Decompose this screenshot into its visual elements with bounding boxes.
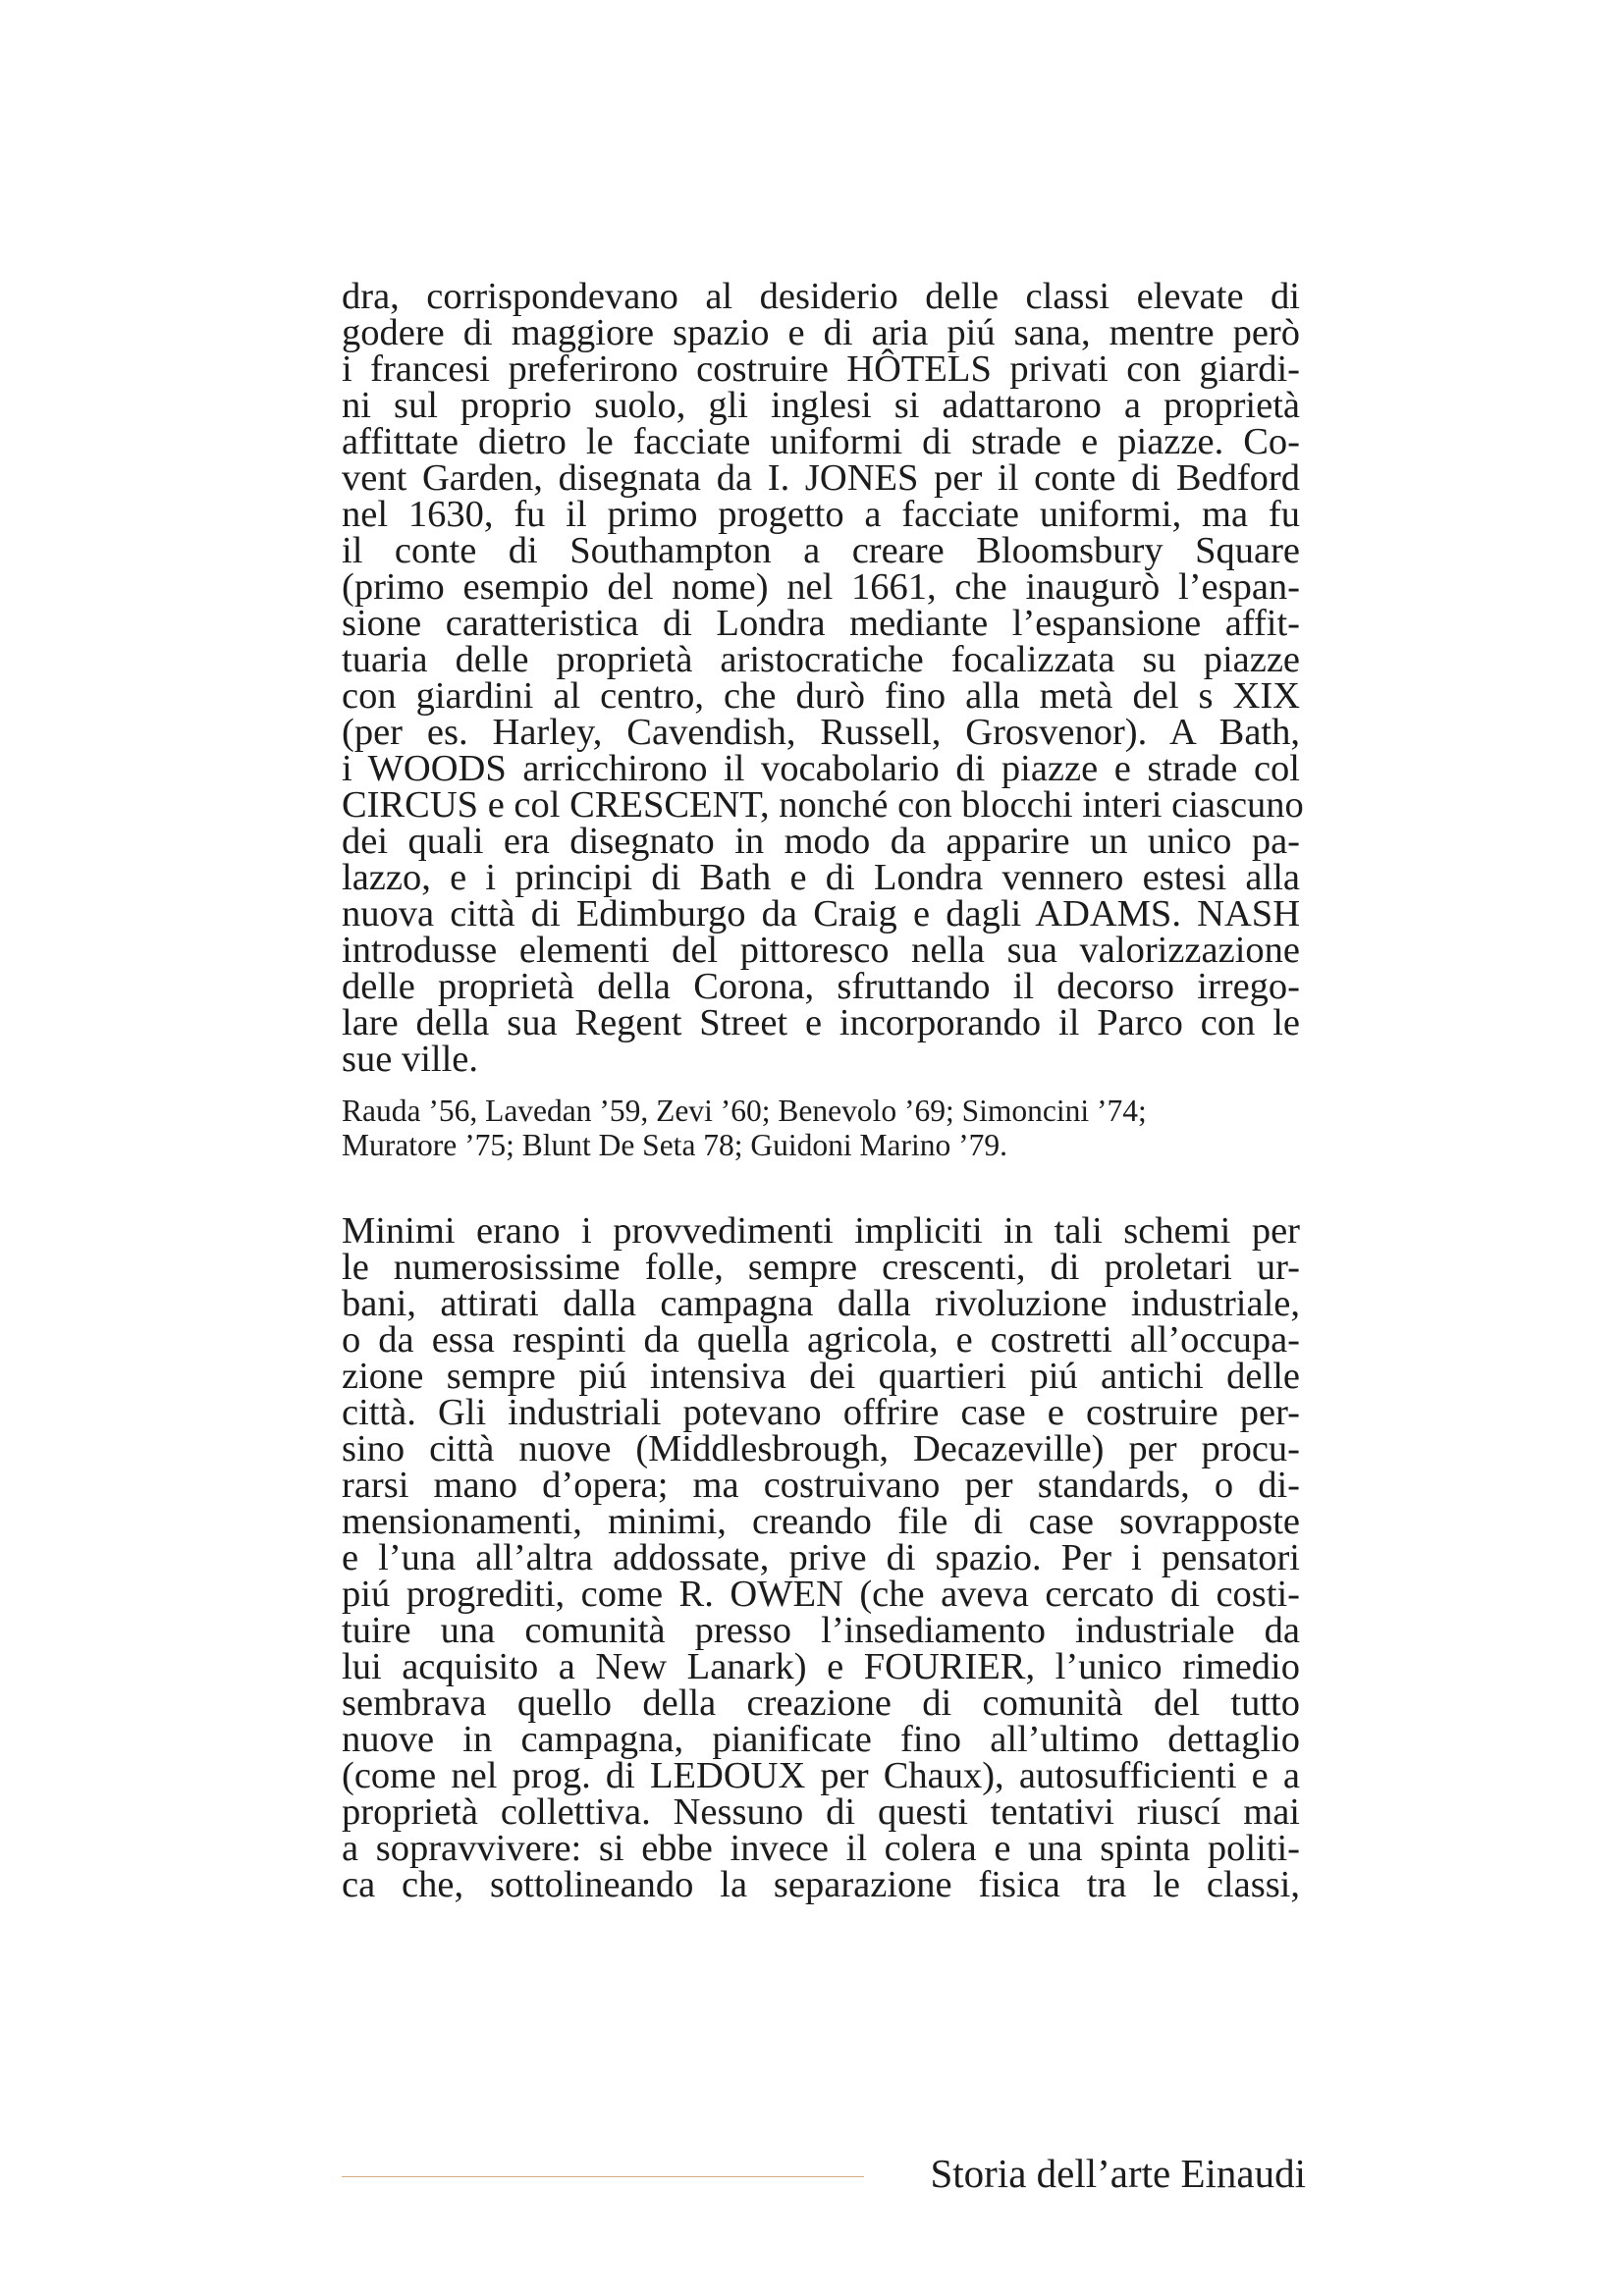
text-line: mensionamenti, minimi, creando file di case sovrapposte xyxy=(342,1501,1300,1542)
text-line: proprietà collettiva. Nessuno di questi tentativi riuscí mai xyxy=(342,1791,1300,1833)
text-line: i francesi preferirono costruire HÔTELS privati con giardi- xyxy=(342,348,1300,390)
text-line: ca che, sottolineando la separazione fisica tra le classi, xyxy=(342,1864,1300,1905)
bibliography-references xyxy=(342,1094,1300,1162)
text-line: tuire una comunità presso l’insediamento industriale da xyxy=(342,1610,1300,1651)
text-line: godere di maggiore spazio e di aria piú sana, mentre però xyxy=(342,312,1300,353)
text-line: tuaria delle proprietà aristocratiche focalizzata su piazze xyxy=(342,639,1300,680)
page-body xyxy=(342,276,1304,1905)
text-line: i WOODS arricchirono il vocabolario di piazze e strade col xyxy=(342,748,1300,789)
text-line: Minimi erano i provvedimenti impliciti in tali schemi per xyxy=(342,1210,1300,1252)
text-line: rarsi mano d’opera; ma costruivano per standards, o di- xyxy=(342,1465,1300,1506)
text-line: nel 1630, fu il primo progetto a facciate uniformi, ma fu xyxy=(342,494,1300,535)
text-line: introdusse elementi del pittoresco nella sua valorizzazione xyxy=(342,930,1300,971)
text-line: affittate dietro le facciate uniformi di strade e piazze. Co- xyxy=(342,421,1300,462)
text-line: sino città nuove (Middlesbrough, Decazeville) per procu- xyxy=(342,1428,1300,1469)
text-line: lazzo, e i principi di Bath e di Londra vennero estesi alla xyxy=(342,857,1300,898)
text-line: delle proprietà della Corona, sfruttando il decorso irrego- xyxy=(342,966,1300,1007)
paragraph-1 xyxy=(342,276,1304,1080)
text-line: (per es. Harley, Cavendish, Russell, Grosvenor). A Bath, xyxy=(342,712,1300,753)
text-line: o da essa respinti da quella agricola, e costretti all’occupa- xyxy=(342,1319,1300,1361)
text-line: (primo esempio del nome) nel 1661, che inaugurò l’espan- xyxy=(342,566,1300,608)
text-line: nuove in campagna, pianificate fino all’ultimo dettaglio xyxy=(342,1719,1300,1760)
text-line: CIRCUS e col CRESCENT, nonché con blocchi interi ciascuno xyxy=(342,784,1304,826)
text-line: e l’una all’altra addossate, prive di spazio. Per i pensatori xyxy=(342,1537,1300,1578)
text-line: bani, attirati dalla campagna dalla rivoluzione industriale, xyxy=(342,1283,1300,1324)
text-line: sione caratteristica di Londra mediante l’espansione affit- xyxy=(342,603,1300,644)
text-line: dei quali era disegnato in modo da apparire un unico pa- xyxy=(342,821,1300,862)
text-line: città. Gli industriali potevano offrire case e costruire per- xyxy=(342,1392,1300,1433)
text-line: a sopravvivere: si ebbe invece il colera e una spinta politi- xyxy=(342,1828,1300,1869)
text-line: le numerosissime folle, sempre crescenti, di proletari ur- xyxy=(342,1247,1300,1288)
text-line: ni sul proprio suolo, gli inglesi si adattarono a proprietà xyxy=(342,385,1300,426)
text-line: il conte di Southampton a creare Bloomsbury Square xyxy=(342,530,1300,571)
reference-line: Muratore ’75; Blunt De Seta 78; Guidoni Marino ’79. xyxy=(342,1128,1008,1162)
text-line: zione sempre piú intensiva dei quartieri piú antichi delle xyxy=(342,1356,1300,1397)
text-line: sembrava quello della creazione di comunità del tutto xyxy=(342,1682,1300,1724)
text-line: lare della sua Regent Street e incorporando il Parco con le xyxy=(342,1002,1300,1043)
text-line: vent Garden, disegnata da I. JONES per il conte di Bedford xyxy=(342,457,1300,499)
text-line: nuova città di Edimburgo da Craig e dagli ADAMS. NASH xyxy=(342,893,1300,934)
footer-title: Storia dell’arte Einaudi xyxy=(930,2151,1306,2196)
text-line: dra, corrispondevano al desiderio delle classi elevate di xyxy=(342,276,1300,317)
text-line: piú progrediti, come R. OWEN (che aveva cercato di costi- xyxy=(342,1574,1300,1615)
reference-line: Rauda ’56, Lavedan ’59, Zevi ’60; Benevolo ’69; Simoncini ’74; xyxy=(342,1094,1147,1128)
text-line: sue ville. xyxy=(342,1039,478,1080)
paragraph-2 xyxy=(342,1210,1300,1905)
text-line: lui acquisito a New Lanark) e FOURIER, l’unico rimedio xyxy=(342,1646,1300,1687)
text-line: (come nel prog. di LEDOUX per Chaux), autosufficienti e a xyxy=(342,1755,1300,1796)
text-line: con giardini al centro, che durò fino alla metà del s XIX xyxy=(342,675,1300,717)
footer-rule xyxy=(342,2176,864,2177)
